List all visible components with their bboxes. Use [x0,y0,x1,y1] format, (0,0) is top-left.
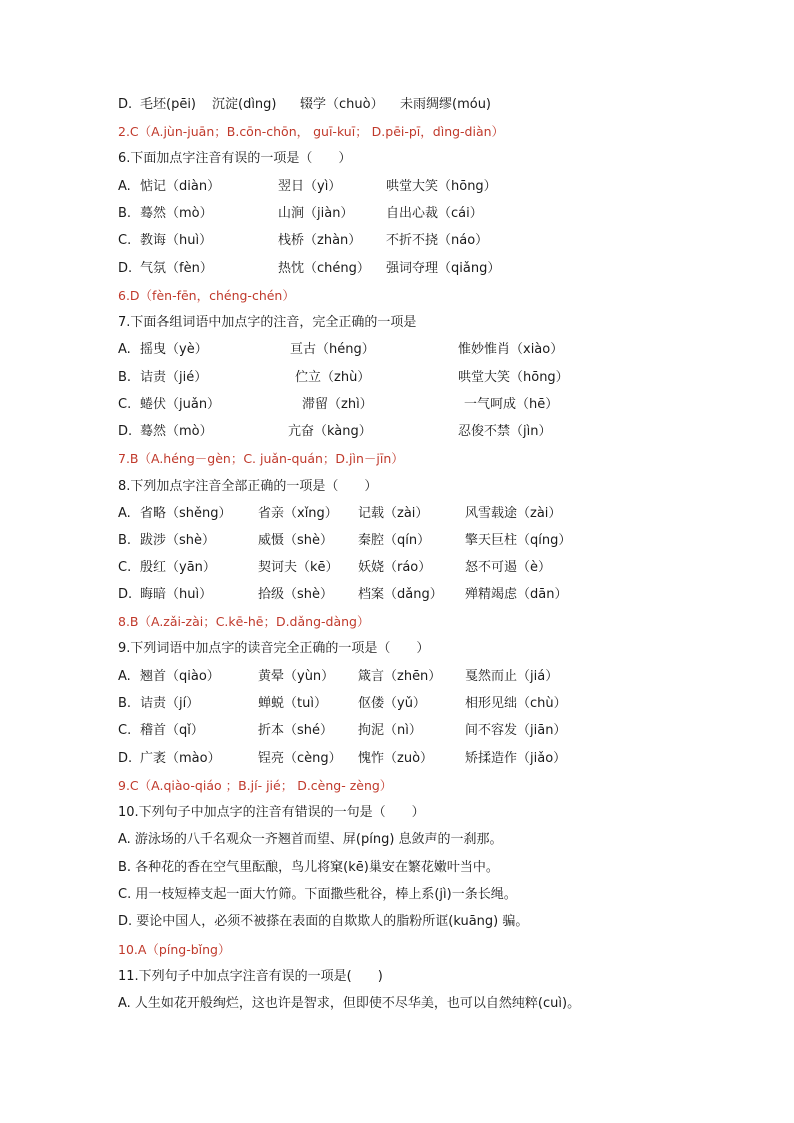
option-item: 省略（shěng） [140,506,232,521]
option-item: 间不容发（jiān） [465,723,567,738]
option-label: C. [118,723,132,738]
option-item: 一气呵成（hē） [464,397,559,412]
option-label: A. [118,669,131,684]
line-text: 7.下面各组词语中加点字的注音，完全正确的一项是 [118,315,417,330]
option-item: 拘泥（nì） [358,723,422,738]
option-item: 档案（dǎng） [358,587,443,602]
option-item: 辍学（chuò） [300,97,384,112]
line-text: A. 游泳场的八千名观众一齐翘首而望、屏(píng) 息敛声的一刹那。 [118,832,503,847]
line-text: 2.C（A.jùn-juān；B.cōn-chōn， guī-kuī； D.pēi-pī，dìng-diàn） [118,124,505,139]
option-item: 蓦然（mò） [140,206,213,221]
option-item: 拾级（shè） [258,587,334,602]
option-label: B. [118,370,132,385]
option-label: A. [118,342,131,357]
option-item: 广袤（mào） [140,751,221,766]
option-item: 愧怍（zuò） [358,751,434,766]
line-text: 9.C（A.qiào-qiáo ；B.jí- jié； D.cèng- zèng） [118,778,393,793]
option-label: D. [118,751,133,766]
option-label: C. [118,560,132,575]
option-item: 惟妙惟肖（xiào） [458,342,564,357]
line-text: 11.下列句子中加点字注音有误的一项是( ) [118,969,383,984]
option-item: 伫立（zhù） [295,370,371,385]
option-item: 蓦然（mò） [140,424,213,439]
line-text: B. 各种花的香在空气里酝酿，鸟儿将窠(kē)巢安在繁花嫩叶当中。 [118,860,499,875]
option-item: 翘首（qiào） [140,669,220,684]
option-item: 惦记（diàn） [140,179,221,194]
option-item: 风雪载途（zài） [465,506,562,521]
option-item: 自出心裁（cái） [386,206,483,221]
option-item: 跋涉（shè） [140,533,216,548]
option-item: 亢奋（kàng） [288,424,372,439]
option-item: 晦暗（huì） [140,587,213,602]
line-text: C. 用一枝短棒支起一面大竹筛。下面撒些秕谷，棒上系(jì)一条长绳。 [118,887,517,902]
option-item: 戛然而止（jiá） [465,669,559,684]
option-item: 锃亮（cèng） [258,751,342,766]
option-item: 气氛（fèn） [140,261,213,276]
option-label: A. [118,179,131,194]
option-label: D. [118,424,133,439]
option-item: 沉淀(dìng) [212,97,277,112]
line-text: D. 要论中国人，必须不被搽在表面的自欺欺人的脂粉所诓(kuāng) 骗。 [118,914,529,929]
option-item: 妖娆（ráo） [358,560,432,575]
option-item: 诘责（jí） [140,696,200,711]
option-item: 殚精竭虑（dān） [465,587,568,602]
option-item: 秦腔（qín） [358,533,431,548]
option-item: 箴言（zhēn） [358,669,442,684]
line-text: 6.下面加点字注音有误的一项是（ ） [118,151,352,166]
option-label: D. [118,261,133,276]
option-item: 诘责（jié） [140,370,208,385]
option-item: 亘古（héng） [290,342,375,357]
line-text: 6.D（fèn-fēn，chéng-chén） [118,288,295,303]
option-item: 殷红（yān） [140,560,216,575]
option-item: 不折不挠（náo） [386,233,489,248]
option-label: D. [118,587,133,602]
line-text: 8.B（A.zǎi-zài；C.kē-hē；D.dǎng-dàng） [118,614,370,629]
option-item: 相形见绌（chù） [465,696,567,711]
option-label: B. [118,533,132,548]
option-item: 强词夺理（qiǎng） [386,261,501,276]
line-text: 10.下列句子中加点字的注音有错误的一句是（ ） [118,805,425,820]
option-label: D. [118,97,133,112]
option-item: 蝉蜕（tuì） [258,696,327,711]
option-item: 摇曳（yè） [140,342,208,357]
option-item: 山涧（jiàn） [278,206,354,221]
option-item: 省亲（xǐng） [258,506,338,521]
line-text: 7.B（A.héng－gèn；C. juǎn-quán；D.jìn－jīn） [118,451,404,466]
option-item: 黄晕（yùn） [258,669,335,684]
option-item: 矫揉造作（jiǎo） [465,751,567,766]
option-item: 怒不可遏（è） [465,560,551,575]
line-text: 10.A（píng-bǐng） [118,942,231,957]
option-item: 教诲（huì） [140,233,213,248]
option-item: 毛坯(pēi) [140,97,197,112]
option-item: 伛偻（yǔ） [358,696,426,711]
option-item: 热忱（chéng） [278,261,370,276]
option-item: 记载（zài） [358,506,429,521]
line-text: 9.下列词语中加点字的读音完全正确的一项是（ ） [118,641,430,656]
option-item: 未雨绸缪(móu) [400,97,492,112]
option-item: 契诃夫（kē） [258,560,339,575]
option-item: 哄堂大笑（hōng） [458,370,569,385]
option-item: 蜷伏（juǎn） [140,397,221,412]
option-item: 翌日（yì） [278,179,342,194]
line-text: A. 人生如花开般绚烂，这也许是智求，但即使不尽华美，也可以自然纯粹(cuì)。 [118,996,581,1011]
option-label: B. [118,206,132,221]
option-item: 稽首（qǐ） [140,723,204,738]
line-text: 8.下列加点字注音全部正确的一项是（ ） [118,479,378,494]
option-label: C. [118,233,132,248]
option-item: 威慑（shè） [258,533,334,548]
option-item: 折本（shé） [258,723,334,738]
option-item: 栈桥（zhàn） [278,233,362,248]
option-item: 哄堂大笑（hōng） [386,179,497,194]
option-item: 擎天巨柱（qíng） [465,533,572,548]
option-label: A. [118,506,131,521]
option-label: C. [118,397,132,412]
option-item: 忍俊不禁（jìn） [458,424,552,439]
option-item: 滞留（zhì） [302,397,373,412]
option-label: B. [118,696,132,711]
